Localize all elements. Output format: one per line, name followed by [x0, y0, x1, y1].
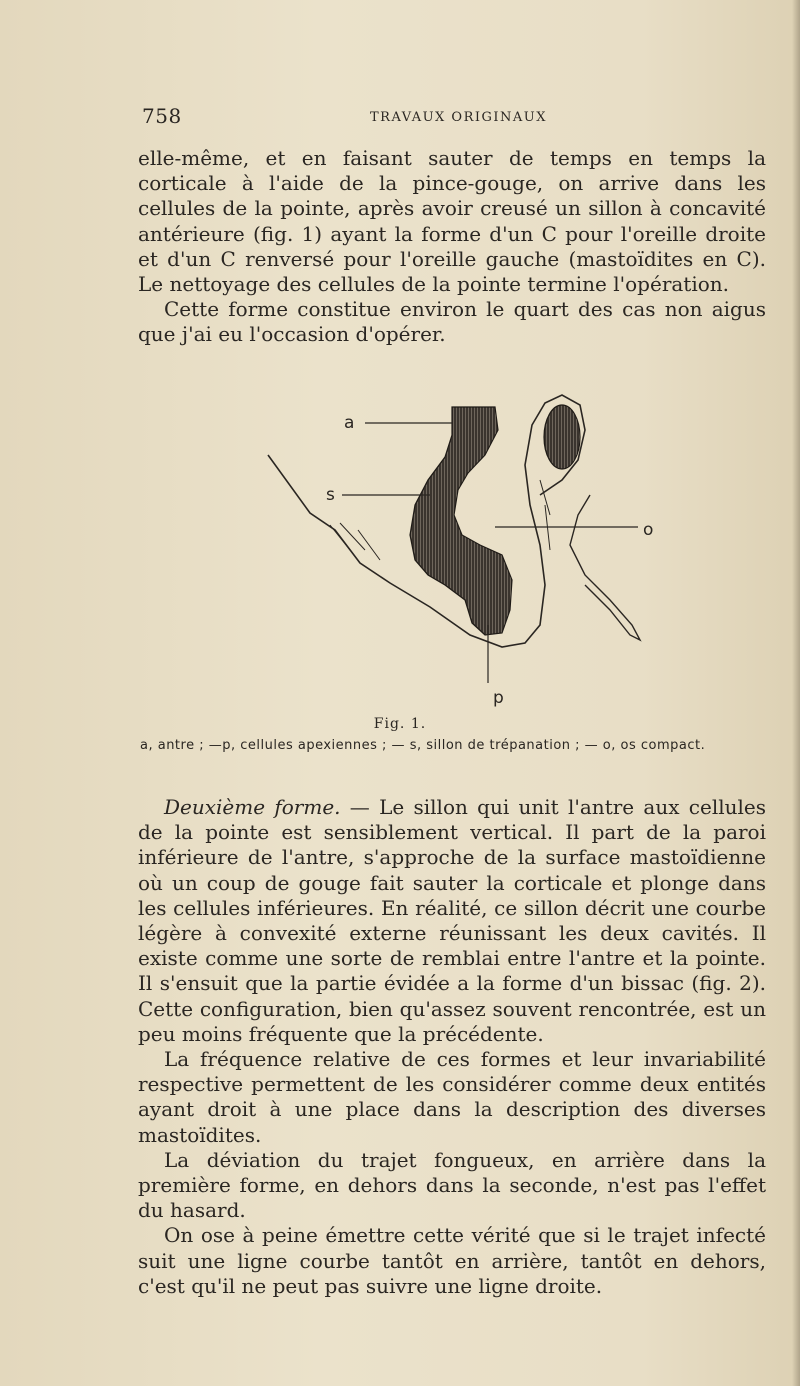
text-block-bottom — [138, 795, 766, 1299]
figure-1-illustration — [240, 385, 660, 710]
outer-cortex-line — [570, 495, 640, 640]
fig-label-o: o — [643, 520, 654, 540]
page-number: 758 — [142, 104, 182, 128]
trepanation-groove — [410, 407, 512, 635]
paragraph: elle-même, et en faisant sauter de temps en temps la corticale à l'aide de la pince-gouge, on arrive dans les cellules de la pointe, après avoir creusé un sillon à concavité antérieure (fig. 1) ayant la forme d'un C pour l'oreille droite et d'un C renversé pour l'oreille gauche (mastoïdites en C). Le nettoyage des cellules de la pointe termine l'opération. — [138, 146, 766, 297]
paragraph-deuxieme-forme — [138, 795, 766, 1047]
fig-label-a: a — [344, 413, 355, 433]
paragraph: La déviation du trajet fongueux, en arrière dans la première forme, en dehors dans la seconde, n'est pas l'effet du hasard. — [138, 1147, 766, 1223]
figure-caption: Fig. 1. — [373, 716, 427, 732]
paragraph: La fréquence relative de ces formes et leur invariabilité respective permettent de les considérer comme deux entités ayant droit à une place dans la description des diverses mastoïdites. — [138, 1047, 766, 1147]
paragraph: Cette forme constitue environ le quart des cas non aigus que j'ai eu l'occasion d'opérer. — [138, 297, 766, 347]
antrum-cavity — [544, 405, 580, 469]
page-edge-shadow — [792, 0, 800, 1386]
fig-label-p: p — [493, 688, 504, 708]
figure-legend: a, antre ; —p, cellules apexiennes ; — s, sillon de trépanation ; — o, os compact. — [140, 738, 706, 753]
paragraph: On ose à peine émettre cette vérité que si le trajet infecté suit une ligne courbe tantôt en arrière, tantôt en dehors, c'est qu'il ne peut pas suivre une ligne droite. — [138, 1223, 766, 1298]
paragraph-text: — Le sillon qui unit l'antre aux cellules de la pointe est sensiblement vertical. Il part de la paroi inférieure de l'antre, s'approche de la surface mastoïdienne où un coup de gouge fait sauter la corticale et plonge dans les cellules inférieures. En réalité, ce sillon décrit une courbe légère à convexité externe réunissant les deux cavités. Il existe comme une sorte de remblai entre l'antre et la pointe. Il s'ensuit que la partie évidée a la forme d'un bissac (fig. 2). Cette configuration, bien qu'assez souvent rencontrée, est un peu moins fréquente que la précédente. — [138, 795, 766, 1046]
text-block-top — [138, 146, 766, 348]
running-title: TRAVAUX ORIGINAUX — [370, 110, 548, 125]
mastoid-diagram — [240, 385, 660, 710]
fig-label-s: s — [326, 485, 335, 505]
section-title: Deuxième forme. — [164, 795, 341, 819]
